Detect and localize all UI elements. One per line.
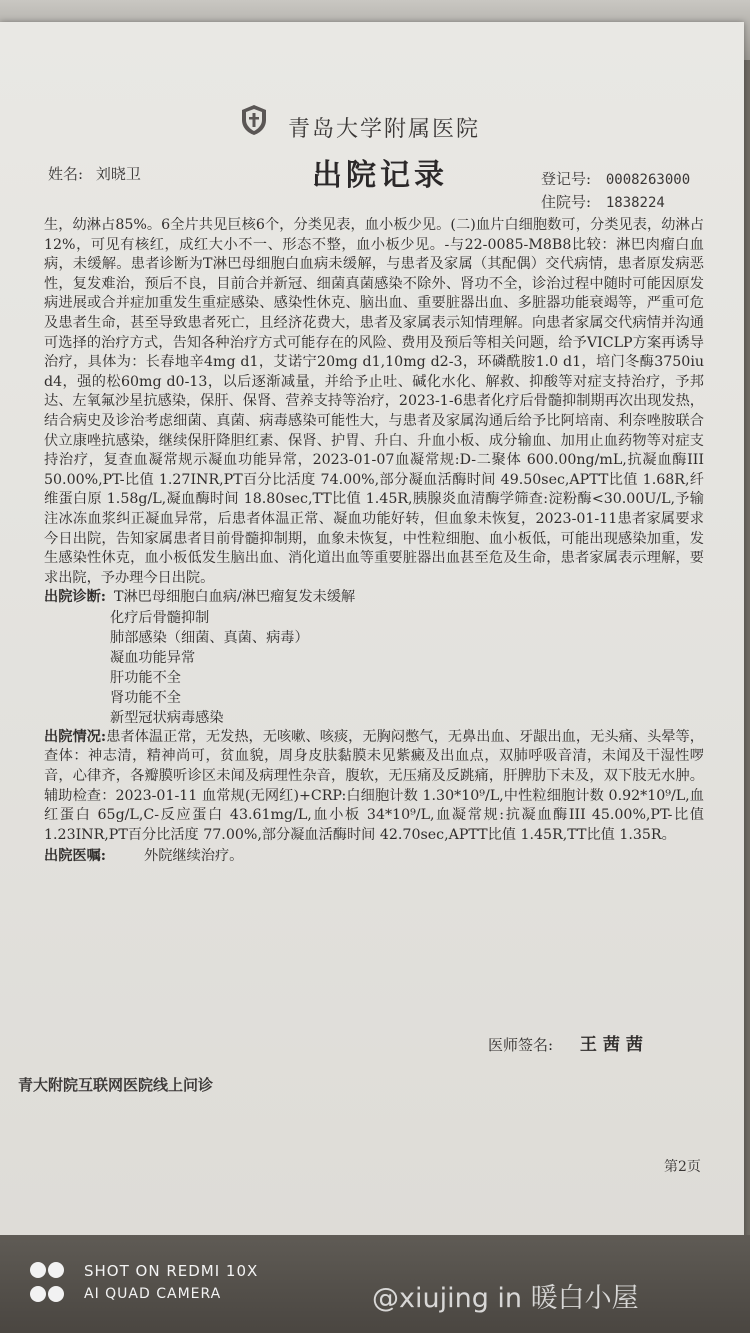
diagnosis-label: 出院诊断:: [44, 589, 106, 606]
camera-watermark-line2: AI QUAD CAMERA: [84, 1286, 222, 1302]
treatment-course-text: 生，幼淋占85%。6全片共见巨核6个，分类见表，血小板少见。(二)血片白细胞数可，分类见表，幼淋占12%，可见有核红，成红大小不一、形态不整，血小板少见。-与22-0085-M8B8比较：淋巴肉瘤白血病，未缓解。患者诊断为T淋巴母细胞白血病未缓解，与患者及家属（其配偶）交代病情，患者原发病恶性，复发难治，预后不良，目前合并新冠、细菌真菌感染不除外、肾功不全，诊治过程中随时可能因原发病进展或合并症加重发生重症感染、感染性休克、脑出血、重要脏器出血、多脏器功能衰竭等，严重可危及患者生命，甚至导致患者死亡，且经济花费大，患者及家属表示知情理解。向患者家属交代病情并沟通可选择的治疗方式，告知各种治疗方式可能存在的风险、费用及预后等相关问题，给予VICLP方案再诱导治疗，具体为：长春地辛4mg d1，艾诺宁20mg d1,10mg d2-3，环磷酰胺1.0 d1，培门冬酶3750iu d4，强的松60mg d0-13，以后逐渐减量，并给予止吐、碱化水化、解救、抑酸等对症支持治疗，予邦达、左氧氟沙星抗感染，保肝、保肾、营养支持等治疗，2023-1-6患者化疗后骨髓抑制期再次出现发热，结合病史及诊治考虑细菌、真菌、病毒感染可能性大，与患者及家属沟通后给予比阿培南、利奈唑胺联合伏立康唑抗感染，继续保肝降胆红素、保肾、护胃、升白、升血小板、成分输血、加用止血药物等对症支持治疗，复查血凝常规示凝血功能异常，2023-01-07血凝常规:D-二聚体 600.00ng/mL,抗凝血酶III 50.00%,PT-比值 1.27INR,PT百分比活度 74.00%,部分凝血活酶时间 49.50sec,APTT比值 1.68R,纤维蛋白原 1.58g/L,凝血酶时间 18.80sec,TT比值 1.45R,胰腺炎血清酶学筛查:淀粉酶<30.00U/L,予输注冰冻血浆纠正凝血异常，后患者体温正常、凝血功能好转，但血象未恢复，2023-01-11患者家属要求今日出院，告知家属患者目前骨髓抑制期，血象未恢复，中性粒细胞、血小板低，可能出现感染加重，发生感染性休克，血小板低发生脑出血、消化道出血等重要脏器出血甚至危及生命，患者家属表示理解，要求出院，予办理今日出院。: [44, 217, 704, 586]
advice-text: 外院继续治疗。: [144, 848, 244, 865]
record-body: [44, 216, 704, 867]
inpatient-field: [541, 191, 665, 212]
doctor-signature: [488, 1030, 649, 1055]
diagnosis-item: 凝血功能异常: [110, 649, 196, 666]
condition-label: 出院情况:: [44, 728, 107, 745]
registration-label: 登记号:: [541, 170, 592, 188]
diagnosis-item: 新型冠状病毒感染: [110, 709, 224, 726]
page-number: 第2页: [664, 1159, 701, 1175]
patient-name-value: 刘晓卫: [95, 165, 141, 183]
diagnosis-item: 肾功能不全: [110, 689, 181, 706]
condition-text: 患者体温正常，无发热，无咳嗽、咳痰，无胸闷憋气，无鼻出血、牙龈出血，无头痛、头晕等，查体：神志清，精神尚可，贫血貌，周身皮肤黏膜未见紫癜及出血点，双肺呼吸音清，未闻及干湿性啰音，心律齐，各瓣膜听诊区未闻及病理性杂音，腹软，无压痛及反跳痛，肝脾肋下未及，双下肢无水肿。辅助检查：2023-01-11 血常规(无网红)+CRP:白细胞计数 1.30*10⁹/L,中性粒细胞计数 0.92*10⁹/L,血红蛋白 65g/L,C-反应蛋白 43.61mg/L,血小板 34*10⁹/L,血凝常规:抗凝血酶III 45.00%,PT-比值 1.23INR,PT百分比活度 77.00%,部分凝血活酶时间 42.70sec,APTT比值 1.45R,TT比值 1.35R。: [44, 728, 704, 843]
user-watermark: [372, 1276, 639, 1315]
inpatient-label: 住院号:: [541, 193, 592, 211]
inpatient-value: 1838224: [605, 195, 665, 211]
discharge-advice: [44, 847, 704, 867]
user-mark: @xiujing in 暖白小屋: [372, 1283, 639, 1314]
signature-name: 王茜茜: [579, 1035, 649, 1055]
discharge-condition: [44, 728, 704, 846]
signature-label: 医师签名:: [488, 1036, 554, 1054]
diagnosis-item: 肺部感染（细菌、真菌、病毒）: [110, 629, 309, 646]
hospital-logo-icon: [238, 103, 270, 137]
registration-field: [541, 168, 690, 189]
hospital-name: 青岛大学附属医院: [288, 117, 481, 142]
registration-value: 0008263000: [605, 172, 691, 188]
document-title: 出院记录: [312, 158, 448, 193]
camera-logo-icon: [30, 1262, 66, 1310]
patient-name-label: 姓名:: [48, 165, 84, 183]
diagnosis-item: 肝功能不全: [110, 669, 181, 686]
diagnosis-item: 化疗后骨髓抑制: [110, 609, 210, 626]
diagnosis-item: T淋巴母细胞白血病/淋巴瘤复发未缓解: [114, 589, 356, 606]
patient-name-field: [48, 163, 141, 184]
discharge-diagnosis: [44, 588, 704, 728]
online-clinic-note: 青大附院互联网医院线上问诊: [18, 1076, 214, 1094]
camera-watermark-line1: SHOT ON REDMI 10X: [84, 1262, 259, 1280]
advice-label: 出院医嘱:: [44, 848, 106, 865]
